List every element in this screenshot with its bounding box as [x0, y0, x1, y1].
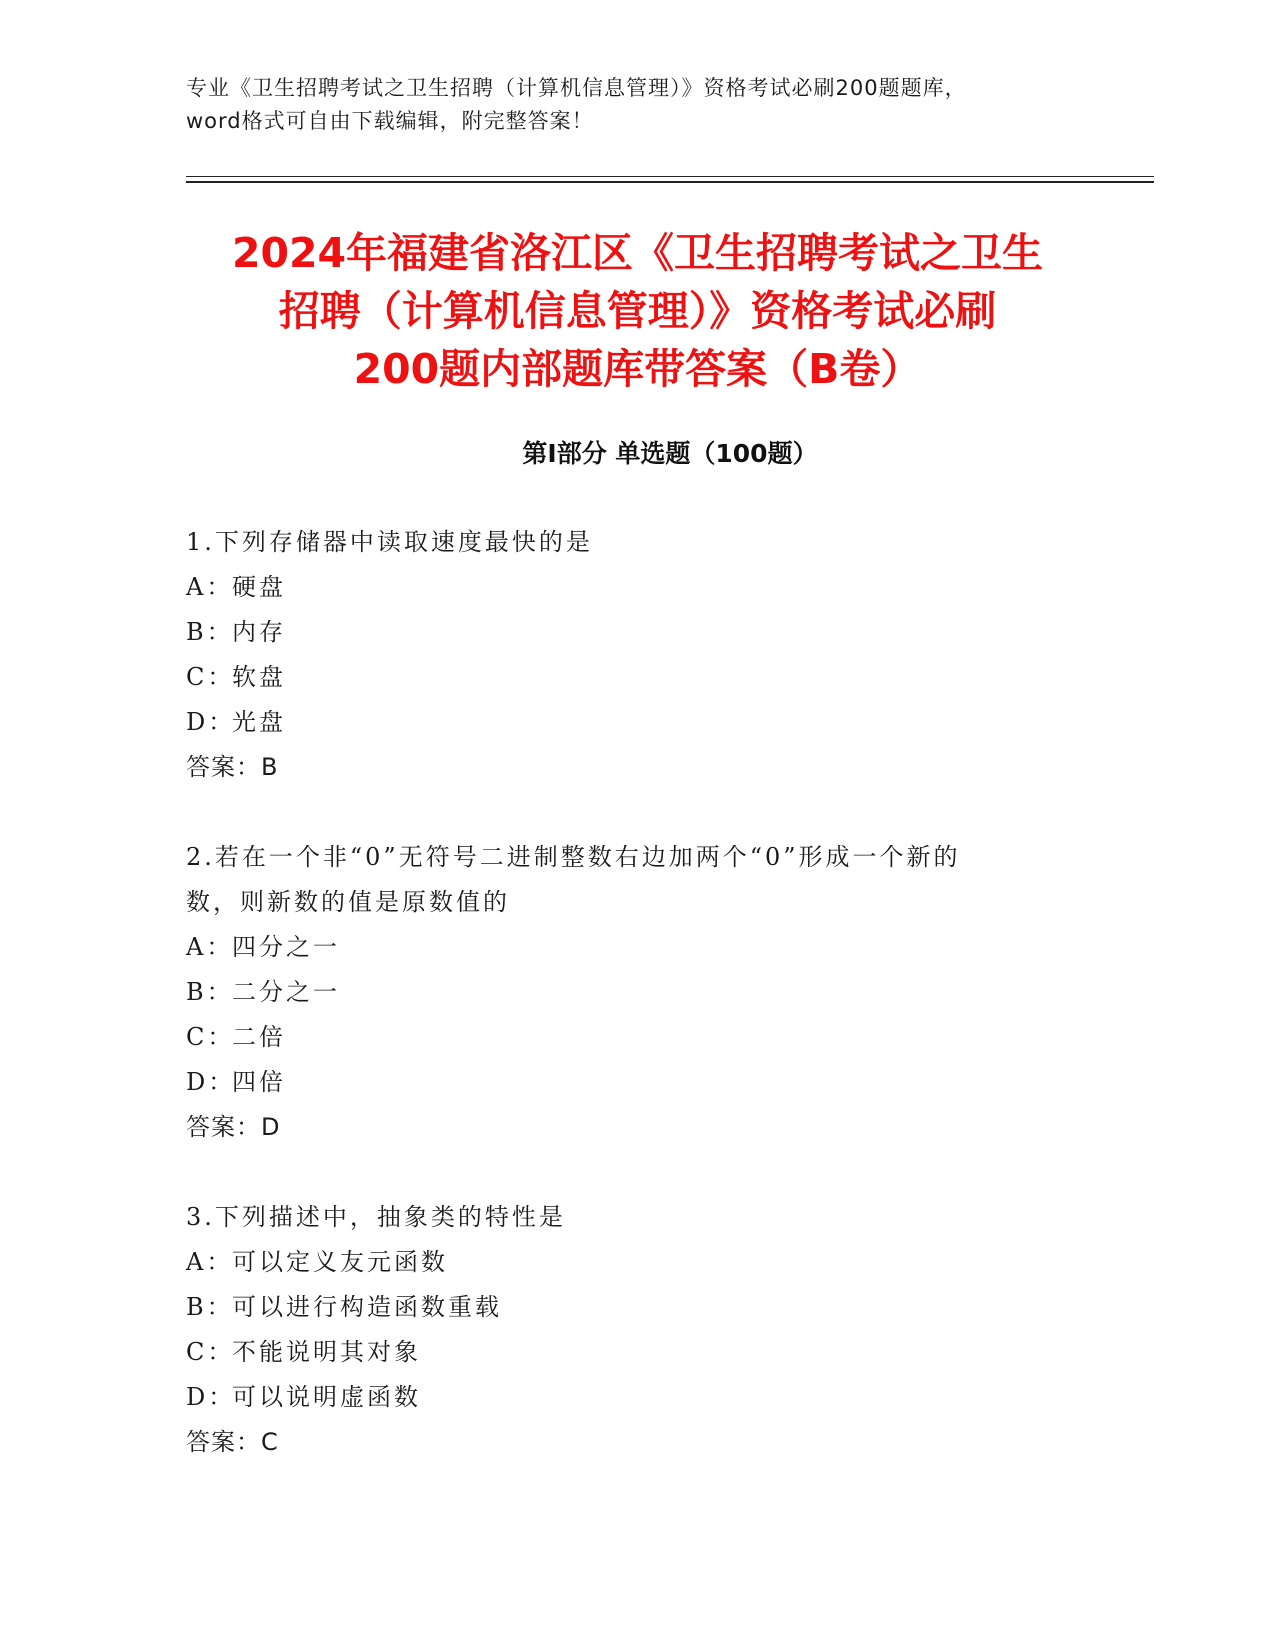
document-title-line-1: 2024年福建省洛江区《卫生招聘考试之卫生	[231, 229, 1044, 277]
option-key: B：	[186, 618, 234, 646]
header-divider-thick	[186, 181, 1154, 183]
option-text: 可以说明虚函数	[232, 1383, 421, 1411]
option-key: D：	[186, 1068, 236, 1096]
question-stem: 2.若在一个非“0”无符号二进制整数右边加两个“0”形成一个新的	[186, 843, 961, 871]
option-d	[186, 700, 1154, 745]
option-key: A：	[186, 573, 234, 601]
option-d	[186, 1375, 1154, 1420]
option-text: 二分之一	[232, 978, 340, 1006]
answer-label: 答案：	[186, 1428, 261, 1456]
header-note-line-2: word格式可自由下载编辑，附完整答案！	[186, 109, 594, 133]
option-c	[186, 655, 1154, 700]
header-note	[186, 72, 1086, 138]
question-1	[186, 520, 1154, 790]
option-c	[186, 1015, 1154, 1060]
option-a	[186, 925, 1154, 970]
option-c	[186, 1330, 1154, 1375]
answer-line	[186, 745, 1154, 790]
option-key: A：	[186, 1248, 234, 1276]
question-stem: 3.下列描述中，抽象类的特性是	[186, 1203, 566, 1231]
option-text: 内存	[232, 618, 286, 646]
option-text: 四倍	[232, 1068, 286, 1096]
header-divider-thin	[186, 176, 1154, 177]
question-stem: 1.下列存储器中读取速度最快的是	[186, 528, 593, 556]
answer-line	[186, 1420, 1154, 1465]
option-b	[186, 970, 1154, 1015]
document-title-line-2: 招聘（计算机信息管理）》资格考试必刷	[278, 287, 997, 335]
option-text: 可以定义友元函数	[232, 1248, 448, 1276]
option-key: D：	[186, 708, 236, 736]
option-b	[186, 610, 1154, 655]
question-stem-continued: 数，则新数的值是原数值的	[186, 888, 510, 916]
document-title-line-3: 200题内部题库带答案（B卷）	[353, 345, 922, 393]
option-text: 不能说明其对象	[232, 1338, 421, 1366]
question-2	[186, 835, 1154, 1150]
option-key: B：	[186, 978, 234, 1006]
option-b	[186, 1285, 1154, 1330]
answer-value: D	[261, 1113, 281, 1141]
answer-value: B	[261, 753, 279, 781]
document-title	[120, 224, 1155, 398]
option-key: C：	[186, 663, 235, 691]
header-note-line-1: 专业《卫生招聘考试之卫生招聘（计算机信息管理）》资格考试必刷200题题库，	[186, 76, 967, 100]
answer-value: C	[261, 1428, 279, 1456]
section-title: 第Ⅰ部分 单选题（100题）	[522, 439, 818, 468]
option-text: 硬盘	[232, 573, 286, 601]
option-text: 可以进行构造函数重载	[232, 1293, 502, 1321]
option-text: 二倍	[232, 1023, 286, 1051]
option-text: 光盘	[232, 708, 286, 736]
question-3	[186, 1195, 1154, 1465]
answer-label: 答案：	[186, 753, 261, 781]
option-text: 四分之一	[232, 933, 340, 961]
answer-line	[186, 1105, 1154, 1150]
option-a	[186, 565, 1154, 610]
option-key: C：	[186, 1338, 235, 1366]
option-key: A：	[186, 933, 234, 961]
option-key: B：	[186, 1293, 234, 1321]
option-text: 软盘	[232, 663, 286, 691]
option-a	[186, 1240, 1154, 1285]
answer-label: 答案：	[186, 1113, 261, 1141]
option-key: D：	[186, 1383, 236, 1411]
option-key: C：	[186, 1023, 235, 1051]
option-d	[186, 1060, 1154, 1105]
